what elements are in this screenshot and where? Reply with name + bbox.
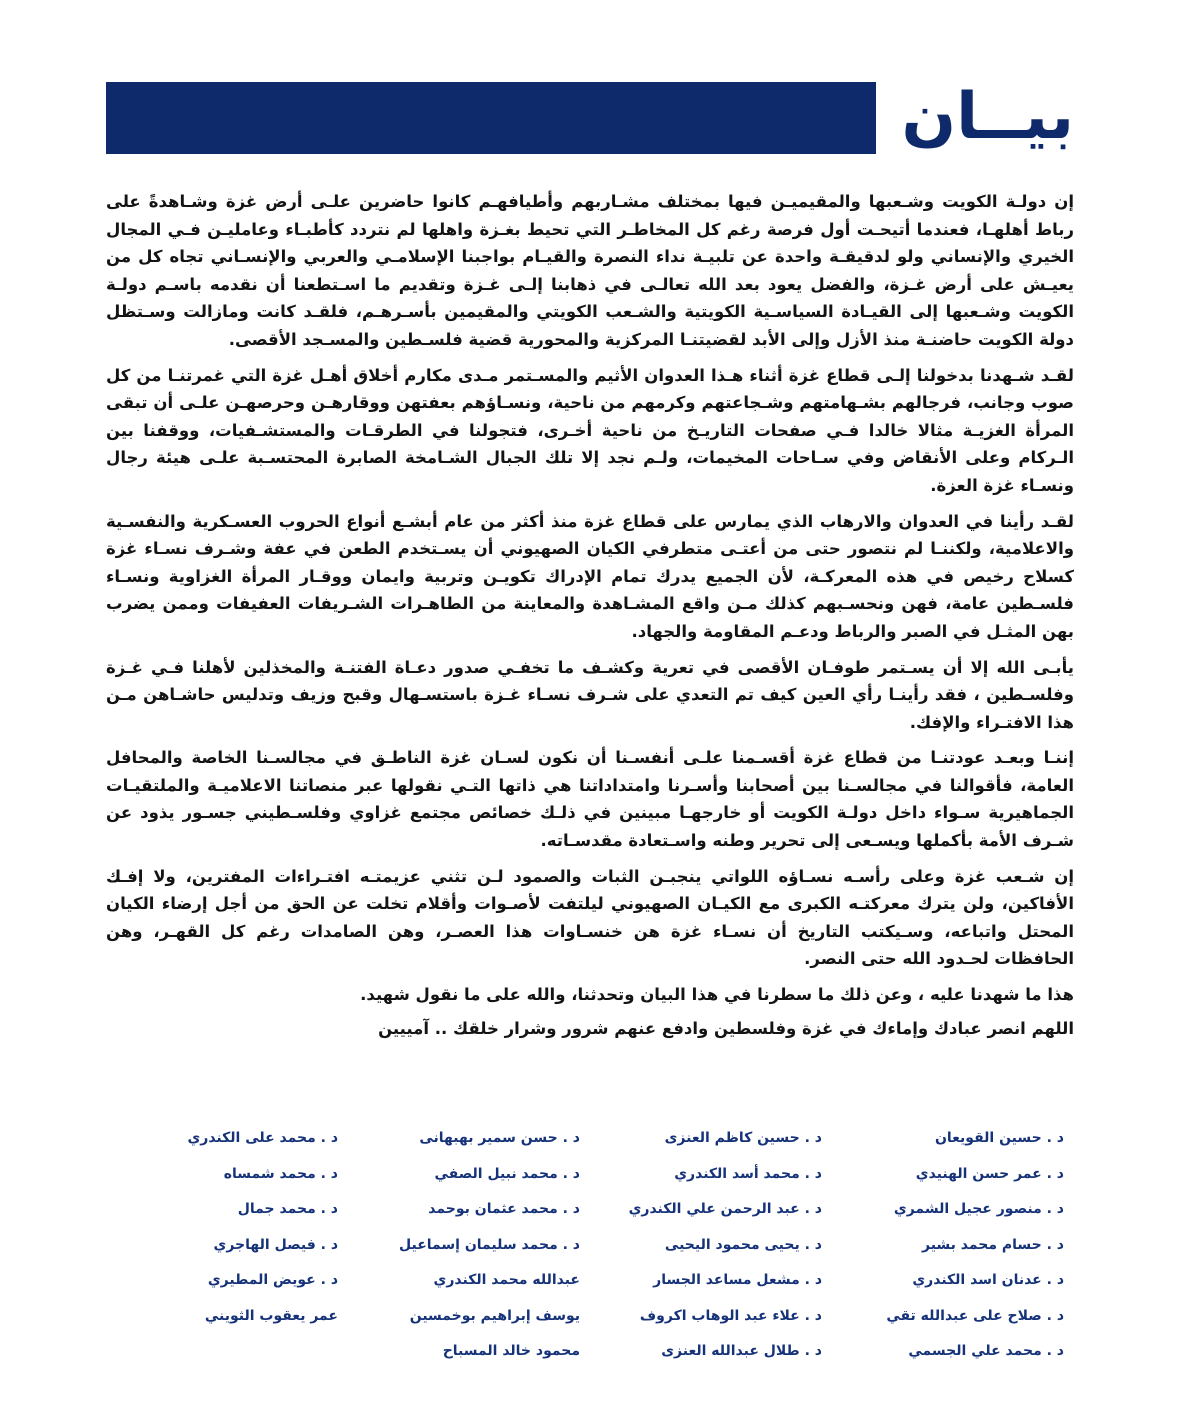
signatory: د . محمد عثمان بوحمد: [428, 1201, 580, 1217]
signatory: د . محمد على الكندري: [187, 1130, 338, 1146]
closing-prayer: اللهم انصر عبادك وإماءك في غزة وفلسطين وادفع عنهم شرور وشرار خلقك .. آمييين: [378, 1018, 1074, 1038]
signatory: د . محمد أسد الكندري: [674, 1165, 822, 1182]
signatory: د . مشعل مساعد الجسار: [653, 1272, 822, 1288]
signatory: د . حسن سمير بهبهانى: [419, 1130, 580, 1146]
statement-paragraph: يأبـى الله إلا أن يسـتمر طوفـان الأقصى في تعرية وكشـف ما تخفـي صدور دعـاة الفتنـة والمخذلين لأهلنا فـي غـزة وفلسـطين ، فقد رأينـا رأي العين كيف تم التعدي على شـرف نسـاء غـزة باستسـهال وقبح وزيف وتدليس حاشـاهن مـن هذا الافتـراء والإفك.: [106, 657, 1074, 732]
signatory: د . صلاح على عبدالله تقي: [886, 1307, 1064, 1324]
signatory: عمر يعقوب الثويني: [204, 1307, 338, 1324]
statement-paragraph: إننـا وبعـد عودتنـا من قطاع غزة أقسـمنا علـى أنفسـنا أن نكون لسـان غزة الناطـق في مجالسـنا الخاصة والمحافل العامة، فأقوالنا في مجالسـنا بين أصحابنا وأسـرنا وامتداداتنا هي ذاتها التـي نقولها عبر منصاتنا الاعلاميـة والملتقيـات الجماهيرية سـواء داخل دولـة الكويت أو خارجهـا مبينين في ذلـك خصائص مجتمع غزاوي وفلسـطيني جسـور يذود عن شـرف الأمة بأكملها ويسـعى إلى تحرير وطنه واسـتعادة مقدسـاته.: [106, 748, 1074, 851]
signatory: د . فيصل الهاجري: [213, 1236, 338, 1253]
closing-testimony: هذا ما شهدنا عليه ، وعن ذلك ما سطرنا في هذا البيان وتحدثنا، والله على ما نقول شهيد.: [360, 985, 1074, 1005]
signatory: د . محمد شمساه: [223, 1165, 338, 1182]
title-banner-bar: [106, 82, 876, 154]
signatory: د . عمر حسن الهنيدي: [915, 1165, 1064, 1182]
statement-paragraph: لقـد رأينا في العدوان والارهاب الذي يمارس على قطاع غزة منذ أكثر من عام أبشـع أنواع الحروب العسـكرية والنفسـية والاعلامية، ولكننـا لم نتصور حتى من أعتـى متطرفي الكيان الصهيوني أن يسـتخدم الطعن في عفة وشـرف نسـاء غزة كسلاح رخيص في هذه المعركـة، لأن الجميع يدرك تمام الإدراك تكويـن وتربية وايمان ووقـار المرأة الغزاوية ونسـاء فلسـطين عامة، فهن ونحسـبهم كذلك مـن واقع المشـاهدة والمعاينة من الطاهـرات الشـريفات العفيفات وممن يضرب بهن المثـل في الصبر والرباط ودعـم المقاومة والجهاد.: [106, 511, 1074, 641]
statement-paragraph: لقـد شـهدنا بدخولنا إلـى قطاع غزة أثناء هـذا العدوان الأثيم والمسـتمر مـدى مكارم أخلاق أهـل غزة التي غمرتنـا من كل صوب وجانب، فرجالهم بشـهامتهم وشـجاعتهم وكرمهم من ناحية، ونسـاؤهم بعفتهن ووقارهـن وحرصهـن علـى أن تبقى المرأة الغزيـة مثالا خالدا فـي صفحات التاريـخ من ناحية أخـرى، فتجولنا في الطرقـات والمستشـفيات، ووقفنا بين الـركام وعلى الأنقاض وفي سـاحات المخيمات، ولـم نجد إلا تلك الجبال الشـامخة الصابرة المحتسـبة علـى هيئة رجال ونسـاء غزة العزة.: [106, 365, 1074, 495]
signatory: د . حسين كاظم العنزى: [664, 1130, 822, 1146]
signatory: د . محمد علي الجسمي: [908, 1343, 1064, 1359]
statement-paragraph: إن دولـة الكويت وشـعبها والمقيميـن فيها بمختلف مشـاربهم وأطيافهـم كانوا حاضرين علـى أرض غزة وشـاهدةً على رباط أهلهـا، فعندما أتيحـت أول فرصة رغم كل المخاطـر التي تحيط بغـزة واهلها لم نتردد كأطبـاء وعامليـن فـي المجال الخيري والإنساني ولو لدقيقـة واحدة عن تلبيـة نداء النصرة والقيـام بواجبنا الإسلامـي والعربي والإنسـاني تجاه كل من يعيـش على أرض غـزة، والفضل يعود بعد الله تعالـى في ذهابنا إلـى غـزة وتقديم ما اسـتطعنا أن نقدمه باسـم دولـة الكويت وشـعبها إلى القيـادة السياسـية الكويتية والشـعب الكويتي والمقيمين بأسـرهـم، فلقـد كانت ومازالت وسـتظل دولة الكويت حاضنـة منذ الأزل وإلى الأبد لقضيتنـا المركزية والمحورية قضية فلسـطين والمسـجد الأقصى.: [106, 192, 1074, 349]
signatory: د . حسين القويعان: [934, 1130, 1064, 1146]
signatory: د . محمد جمال: [237, 1201, 338, 1217]
signatory: د . منصور عجيل الشمري: [893, 1201, 1064, 1217]
signatory: د . محمد سليمان إسماعيل: [398, 1236, 580, 1253]
signatory: د . طلال عبدالله العنزى: [661, 1343, 822, 1359]
statement-paragraph: إن شـعب غزة وعلى رأسـه نسـاؤه اللواتي ينجبـن الثبات والصمود لـن تثني عزيمتـه افتـراءات المفترين، ولا إفـك الأفاكين، ولن يترك معركتـه الكبرى مع الكيـان الصهيوني ليلتفت لأصـوات وأقلام تخلت عن الحق من أجل إرضاء الكيان المحتل واتباعه، وسـيكتب التاريخ أن نسـاء غزة هن خنسـاوات هذا العصـر، وهن الصامدات رغم كل القهـر، وهن الحافظات لحـدود الله حتى النصر.: [106, 866, 1074, 969]
signatory: د . علاء عبد الوهاب اكروف: [639, 1307, 822, 1324]
signatory: د . عدنان اسد الكندري: [912, 1272, 1064, 1288]
signatory: د . عويض المطيري: [207, 1272, 338, 1288]
signatory: د . حسام محمد بشير: [921, 1236, 1064, 1253]
signatory: عبدالله محمد الكندري: [433, 1272, 580, 1288]
header: [106, 82, 1074, 156]
page-title: بيــان: [901, 80, 1074, 154]
signatory: يوسف إبراهيم بوخمسين: [409, 1307, 580, 1324]
signatory: د . عبد الرحمن علي الكندري: [628, 1201, 822, 1217]
signatory: محمود خالد المسباح: [442, 1343, 580, 1359]
signatories-list: [106, 1124, 1074, 1373]
signatory: د . محمد نبيل الصفي: [434, 1165, 580, 1182]
statement-body: [106, 188, 1074, 1048]
signatory: د . يحيى محمود اليحيى: [664, 1236, 822, 1253]
